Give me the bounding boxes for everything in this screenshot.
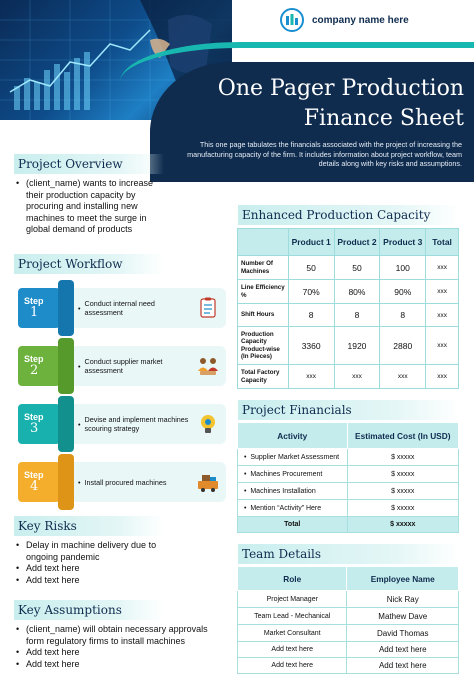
table-cell: $ xxxxx bbox=[347, 449, 458, 466]
step-number: 3 bbox=[30, 421, 39, 436]
workflow-ribbon bbox=[58, 280, 74, 336]
table-cell: 90% bbox=[380, 280, 426, 304]
production-capacity-table bbox=[237, 228, 459, 389]
step-label: Step bbox=[24, 412, 44, 422]
table-cell: • Mention “Activity” Here bbox=[238, 500, 348, 517]
table-cell: 8 bbox=[288, 304, 334, 327]
table-cell: $ xxxxx bbox=[347, 483, 458, 500]
row-label: Total Factory Capacity bbox=[238, 365, 289, 389]
list-item: • (client_name) wants to increase their production capacity by procuring and installing new machines to meet the surge in global demand of products bbox=[16, 178, 168, 236]
workflow-step-text: • Conduct internal need assessment bbox=[78, 288, 194, 328]
activity-text: Machines Procurement bbox=[250, 470, 323, 478]
step-label: Step bbox=[24, 354, 44, 364]
table-row bbox=[238, 365, 459, 389]
list-item: • Add text here bbox=[16, 659, 222, 671]
column-header: Product 1 bbox=[288, 229, 334, 256]
workflow-step-4 bbox=[18, 462, 226, 502]
table-row bbox=[238, 500, 459, 517]
table-cell: Market Consultant bbox=[238, 625, 347, 642]
table-cell: xxx bbox=[426, 365, 459, 389]
step-description: Devise and implement machines scouring strategy bbox=[84, 415, 189, 433]
table-cell: 8 bbox=[380, 304, 426, 327]
table-cell: • Machines Procurement bbox=[238, 466, 348, 483]
table-cell: 70% bbox=[288, 280, 334, 304]
table-cell: 100 bbox=[380, 256, 426, 280]
table-cell: 1920 bbox=[334, 327, 380, 365]
column-header: Product 2 bbox=[334, 229, 380, 256]
team-details-heading: Team Details bbox=[238, 544, 460, 564]
total-row bbox=[238, 517, 459, 533]
table-cell: Add text here bbox=[238, 658, 347, 674]
workflow-step-tab bbox=[18, 288, 60, 328]
project-workflow-heading: Project Workflow bbox=[14, 254, 164, 274]
table-header-row bbox=[238, 567, 459, 591]
table-row bbox=[238, 280, 459, 304]
table-row bbox=[238, 327, 459, 365]
workflow-ribbon bbox=[58, 338, 74, 394]
table-header-row bbox=[238, 423, 459, 449]
table-cell: 50 bbox=[288, 256, 334, 280]
key-risks-list bbox=[16, 540, 182, 586]
total-label: Total bbox=[238, 517, 348, 533]
lightbulb-gear-icon bbox=[196, 413, 220, 435]
column-header: Product 3 bbox=[380, 229, 426, 256]
column-header: Estimated Cost (In USD) bbox=[347, 423, 458, 449]
table-cell: Team Lead - Mechanical bbox=[238, 608, 347, 625]
table-cell: Add text here bbox=[347, 642, 459, 658]
list-item: • Delay in machine delivery due to ongoing pandemic bbox=[16, 540, 182, 563]
table-row bbox=[238, 625, 459, 642]
workflow-step-3 bbox=[18, 404, 226, 444]
table-cell: • Machines Installation bbox=[238, 483, 348, 500]
table-cell: Add text here bbox=[347, 658, 459, 674]
table-row bbox=[238, 304, 459, 327]
workflow-step-text: • Conduct supplier market assessment bbox=[78, 346, 194, 386]
row-label: Production Capacity Product-wise (In Pieces) bbox=[238, 327, 289, 365]
table-cell: xxx bbox=[426, 304, 459, 327]
production-capacity-heading: Enhanced Production Capacity bbox=[238, 205, 460, 225]
project-overview-heading: Project Overview bbox=[14, 154, 164, 174]
table-cell: $ xxxxx bbox=[347, 500, 458, 517]
step-label: Step bbox=[24, 296, 44, 306]
column-header: Activity bbox=[238, 423, 348, 449]
table-cell: David Thomas bbox=[347, 625, 459, 642]
table-cell: 50 bbox=[334, 256, 380, 280]
table-cell: Add text here bbox=[238, 642, 347, 658]
list-item: • Add text here bbox=[16, 647, 222, 659]
workflow-ribbon bbox=[58, 454, 74, 510]
checklist-icon bbox=[196, 297, 220, 319]
activity-text: Mention “Activity” Here bbox=[250, 504, 322, 512]
page-title bbox=[168, 74, 464, 134]
step-label: Step bbox=[24, 470, 44, 480]
column-header: Total bbox=[426, 229, 459, 256]
team-details-table bbox=[237, 566, 459, 674]
table-cell: 3360 bbox=[288, 327, 334, 365]
workflow-ribbon bbox=[58, 396, 74, 452]
team-meeting-icon bbox=[196, 355, 220, 377]
table-cell: Nick Ray bbox=[347, 591, 459, 608]
table-cell: xxx bbox=[426, 280, 459, 304]
step-number: 2 bbox=[30, 363, 39, 378]
logo-icon bbox=[280, 8, 304, 32]
workflow-step-tab bbox=[18, 346, 60, 386]
intro-paragraph: This one page tabulates the financials associated with the project of increasing the manufacturing capacity of the firm. It includes information about project workflow, team details along with key risks and assumptions. bbox=[187, 140, 462, 168]
table-cell: $ xxxxx bbox=[347, 466, 458, 483]
table-row bbox=[238, 256, 459, 280]
project-financials-heading: Project Financials bbox=[238, 400, 460, 420]
table-cell: Mathew Dave bbox=[347, 608, 459, 625]
table-cell: xxx bbox=[380, 365, 426, 389]
step-description: Install procured machines bbox=[84, 477, 167, 487]
step-number: 4 bbox=[30, 479, 39, 494]
workflow-step-tab bbox=[18, 404, 60, 444]
company-logo bbox=[280, 8, 409, 32]
machine-icon bbox=[196, 471, 220, 493]
table-row bbox=[238, 608, 459, 625]
table-row bbox=[238, 591, 459, 608]
table-row bbox=[238, 466, 459, 483]
row-label: Line Efficiency % bbox=[238, 280, 289, 304]
step-number: 1 bbox=[30, 305, 39, 320]
workflow-step-text: • Install procured machines bbox=[78, 477, 167, 487]
total-value: $ xxxxx bbox=[347, 517, 458, 533]
empty-header-cell bbox=[238, 229, 289, 256]
table-cell: 2880 bbox=[380, 327, 426, 365]
page-title-line1: One Pager Production bbox=[217, 76, 464, 101]
table-cell: xxx bbox=[426, 256, 459, 280]
row-label: Shift Hours bbox=[238, 304, 289, 327]
project-overview-list bbox=[16, 178, 168, 236]
company-name: company name here bbox=[312, 14, 409, 26]
key-assumptions-list bbox=[16, 624, 222, 670]
column-header: Role bbox=[238, 567, 347, 591]
step-description: Conduct supplier market assessment bbox=[84, 357, 163, 375]
step-description: Conduct internal need assessment bbox=[84, 299, 155, 317]
workflow-step-text: • Devise and implement machines scouring strategy bbox=[78, 404, 194, 444]
workflow-step-tab bbox=[18, 462, 60, 502]
table-row bbox=[238, 642, 459, 658]
table-row bbox=[238, 483, 459, 500]
key-risks-heading: Key Risks bbox=[14, 516, 164, 536]
table-cell: • Supplier Market Assessment bbox=[238, 449, 348, 466]
workflow-step-1 bbox=[18, 288, 226, 328]
key-assumptions-heading: Key Assumptions bbox=[14, 600, 164, 620]
table-cell: xxx bbox=[426, 327, 459, 365]
table-cell: xxx bbox=[334, 365, 380, 389]
project-financials-table bbox=[237, 422, 459, 533]
list-item: • (client_name) will obtain necessary approvals form regulatory firms to install machines bbox=[16, 624, 222, 647]
page-title-line2: Finance Sheet bbox=[303, 106, 464, 131]
workflow-step-2 bbox=[18, 346, 226, 386]
list-item: • Add text here bbox=[16, 575, 182, 587]
table-cell: xxx bbox=[288, 365, 334, 389]
activity-text: Supplier Market Assessment bbox=[250, 453, 340, 461]
list-item: • Add text here bbox=[16, 563, 182, 575]
table-row bbox=[238, 449, 459, 466]
column-header: Employee Name bbox=[347, 567, 459, 591]
table-cell: Project Manager bbox=[238, 591, 347, 608]
table-row bbox=[238, 658, 459, 674]
table-cell: 80% bbox=[334, 280, 380, 304]
table-header-row bbox=[238, 229, 459, 256]
table-cell: 8 bbox=[334, 304, 380, 327]
row-label: Number Of Machines bbox=[238, 256, 289, 280]
activity-text: Machines Installation bbox=[250, 487, 316, 495]
